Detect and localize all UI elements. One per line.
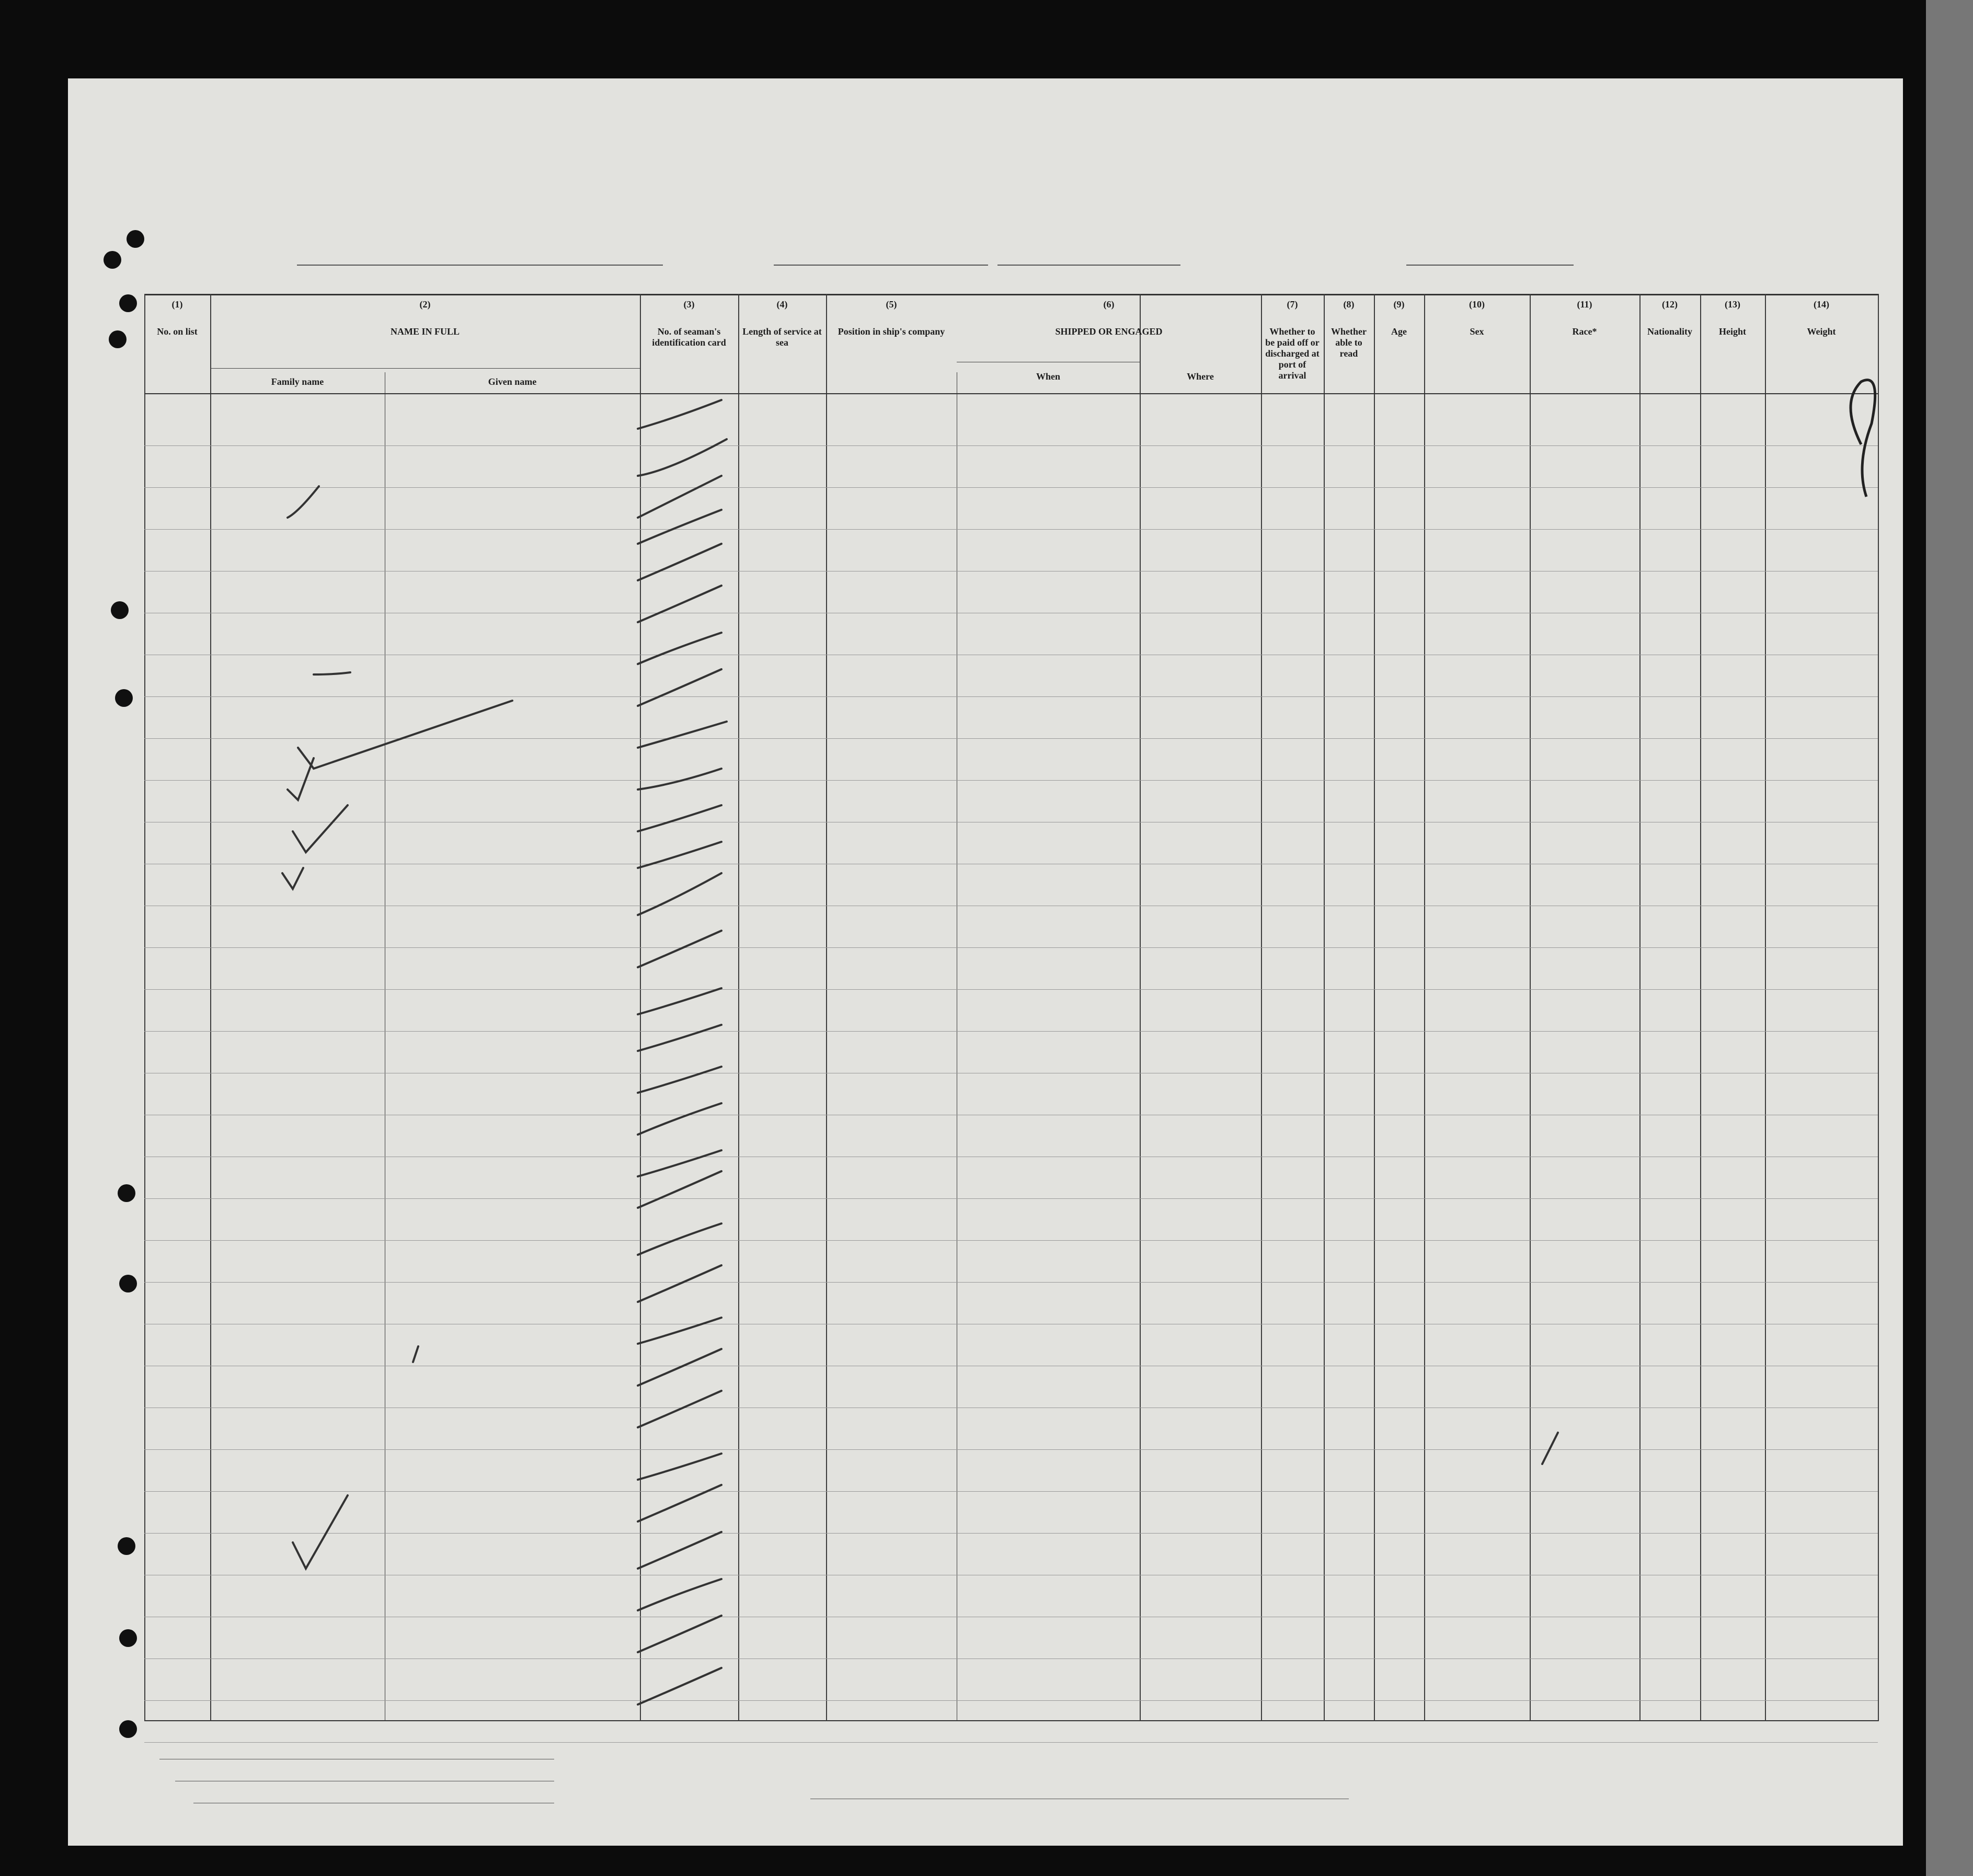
column-header: Age bbox=[1391, 326, 1407, 337]
column-number: (10) bbox=[1469, 299, 1485, 310]
row-rule bbox=[144, 1491, 1878, 1492]
punch-hole bbox=[118, 1537, 135, 1555]
column-header: Whether to be paid off or discharged at port of arrival bbox=[1265, 326, 1320, 381]
column-rule bbox=[1765, 294, 1766, 1721]
column-header: Race* bbox=[1572, 326, 1597, 337]
column-subheader: Where bbox=[1187, 371, 1214, 382]
column-number: (4) bbox=[776, 299, 788, 310]
column-rule bbox=[1140, 294, 1141, 1721]
sheet-number-label bbox=[1650, 118, 1660, 157]
punch-hole bbox=[111, 601, 129, 619]
punch-hole bbox=[127, 230, 144, 248]
row-rule bbox=[144, 1198, 1878, 1199]
column-header: Nationality bbox=[1647, 326, 1692, 337]
column-header: Whether able to read bbox=[1331, 326, 1367, 359]
column-subheader: Family name bbox=[271, 376, 324, 387]
footer bbox=[68, 1725, 1903, 1846]
punch-hole bbox=[119, 294, 137, 312]
column-rule bbox=[738, 294, 739, 1721]
column-rule bbox=[640, 294, 641, 1721]
column-number: (2) bbox=[419, 299, 431, 310]
row-rule bbox=[144, 1533, 1878, 1534]
row-rule bbox=[144, 1700, 1878, 1701]
column-rule bbox=[826, 294, 827, 1721]
punch-hole bbox=[119, 1275, 137, 1292]
row-rule bbox=[144, 529, 1878, 530]
column-number: (5) bbox=[886, 299, 897, 310]
column-rule bbox=[1424, 294, 1425, 1721]
column-rule bbox=[144, 294, 145, 1721]
punch-hole bbox=[118, 1184, 135, 1202]
row-rule bbox=[144, 445, 1878, 446]
punch-hole bbox=[104, 251, 121, 269]
column-number: (8) bbox=[1343, 299, 1355, 310]
column-rule bbox=[1261, 294, 1262, 1721]
date-underline bbox=[997, 265, 1180, 266]
column-number: (1) bbox=[171, 299, 183, 310]
column-header: Weight bbox=[1807, 326, 1836, 337]
table-bottom-border bbox=[144, 1720, 1878, 1721]
adjacent-page-edge bbox=[1926, 0, 1973, 1876]
punch-hole bbox=[115, 689, 133, 707]
port-underline bbox=[1406, 265, 1574, 266]
column-number: (11) bbox=[1577, 299, 1592, 310]
row-rule bbox=[144, 989, 1878, 990]
punch-hole bbox=[109, 330, 127, 348]
column-number: (12) bbox=[1662, 299, 1678, 310]
column-header: Length of service at sea bbox=[742, 326, 822, 348]
manifest-sheet bbox=[68, 78, 1903, 1846]
column-rule bbox=[1324, 294, 1325, 1721]
column-header: NAME IN FULL bbox=[390, 326, 460, 337]
column-rule bbox=[210, 294, 211, 1721]
row-rule bbox=[144, 1449, 1878, 1450]
column-header: Height bbox=[1719, 326, 1746, 337]
column-rule bbox=[1530, 294, 1531, 1721]
subheader-rule bbox=[210, 368, 640, 369]
row-rule bbox=[144, 1031, 1878, 1032]
column-rule bbox=[1374, 294, 1375, 1721]
column-number: (13) bbox=[1725, 299, 1740, 310]
table-top-border bbox=[144, 294, 1878, 295]
voyage-line bbox=[235, 244, 1751, 270]
row-rule bbox=[144, 1240, 1878, 1241]
column-header: Position in ship's company bbox=[838, 326, 945, 337]
row-rule bbox=[144, 1282, 1878, 1283]
column-rule bbox=[1878, 294, 1879, 1721]
row-rule bbox=[144, 487, 1878, 488]
row-rule bbox=[144, 780, 1878, 781]
arriving-underline bbox=[774, 265, 988, 266]
row-rule bbox=[144, 947, 1878, 948]
column-number: (3) bbox=[683, 299, 695, 310]
row-rule bbox=[144, 738, 1878, 739]
header-bottom-rule bbox=[144, 393, 1878, 394]
punch-hole bbox=[119, 1629, 137, 1647]
column-subheader: Given name bbox=[488, 376, 537, 387]
column-number: (7) bbox=[1287, 299, 1298, 310]
row-rule bbox=[144, 1658, 1878, 1659]
column-number: (6) bbox=[1103, 299, 1115, 310]
column-number: (9) bbox=[1393, 299, 1405, 310]
column-header: No. on list bbox=[157, 326, 198, 337]
column-header: Sex bbox=[1470, 326, 1484, 337]
column-rule bbox=[1639, 294, 1641, 1721]
column-subheader: When bbox=[1036, 371, 1060, 382]
vessel-underline bbox=[297, 265, 663, 266]
column-header: SHIPPED OR ENGAGED bbox=[1055, 326, 1163, 337]
manifest-table bbox=[144, 294, 1878, 1721]
column-header: No. of seaman's identification card bbox=[652, 326, 726, 348]
column-number: (14) bbox=[1814, 299, 1829, 310]
column-rule bbox=[1700, 294, 1701, 1721]
row-rule bbox=[144, 696, 1878, 697]
